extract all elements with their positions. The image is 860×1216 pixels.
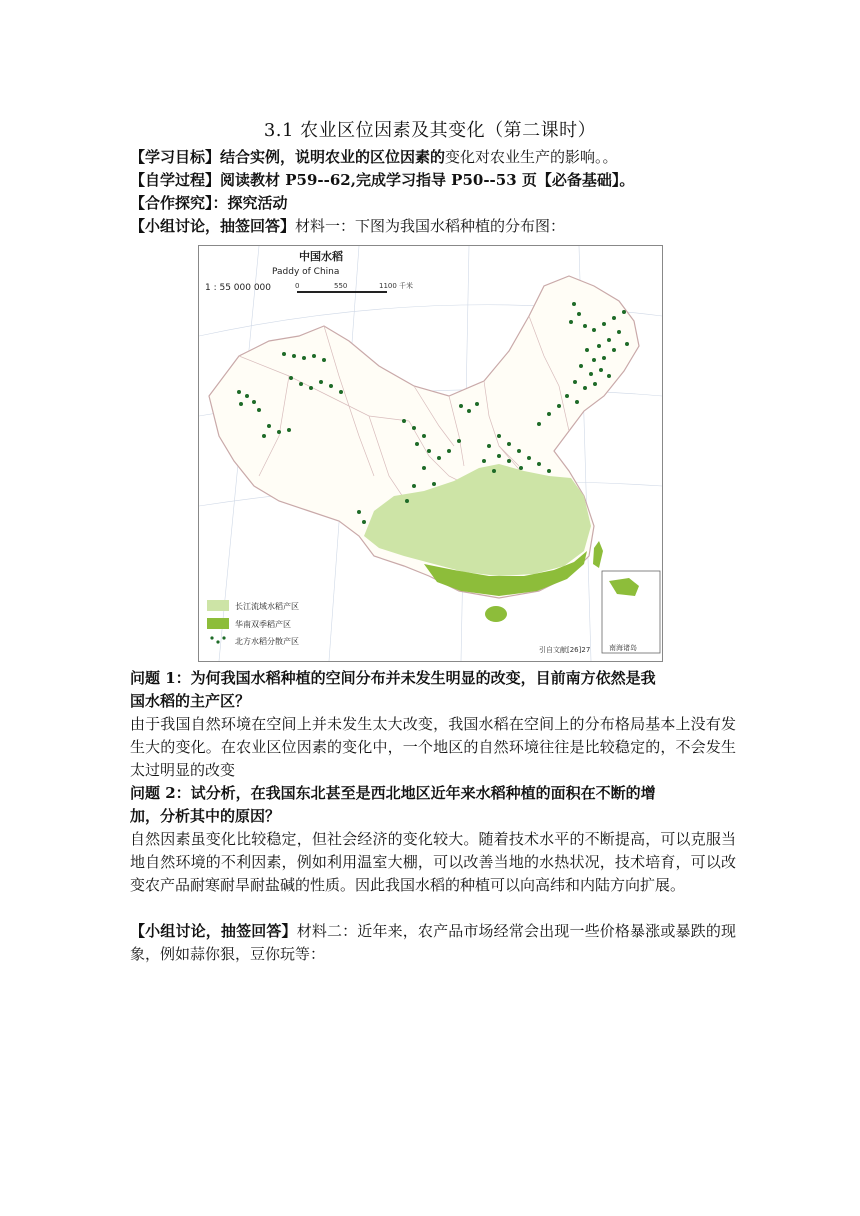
discussion1-text: 材料一：下图为我国水稻种植的分布图： <box>295 217 566 235</box>
self-study-tag: 【自学过程】 <box>130 171 221 189</box>
cooperative-text: 探究活动 <box>227 194 288 212</box>
map-svg <box>199 246 662 661</box>
scale-tick-2: 1100 千米 <box>379 282 414 290</box>
rice-distribution-map <box>198 245 663 662</box>
map-legend <box>207 600 299 646</box>
objective-tag: 【学习目标】 <box>130 148 221 166</box>
question-2-line1: 问题 2：试分析，在我国东北甚至是西北地区近年来水稻种植的面积在不断的增 <box>130 784 656 802</box>
scale-tick-0: 0 <box>295 282 300 290</box>
map-title: 中国水稻 <box>299 250 343 263</box>
question-2 <box>130 782 736 828</box>
legend-label-north: 北方水稻分散产区 <box>235 637 299 646</box>
group-discussion-2 <box>130 920 736 966</box>
question-2-line2: 加，分析其中的原因？ <box>130 807 281 825</box>
answer-2: 自然因素虽变化比较稳定，但社会经济的变化较大。随着技术水平的不断提高，可以克服当地自然环境的不利因素，例如利用温室大棚，可以改善当地的水热状况，技术培育，可以改变农产品耐寒耐旱耐盐碱的性质。因此我国水稻的种植可以向高纬和内陆方向扩展。 <box>130 830 736 894</box>
answer-1: 由于我国自然环境在空间上并未发生太大改变，我国水稻在空间上的分布格局基本上没有发生大的变化。在农业区位因素的变化中，一个地区的自然环境往往是比较稳定的，不会发生太过明显的改变 <box>130 715 736 779</box>
group-discussion-1 <box>130 215 740 238</box>
legend-swatch-yangtze <box>207 600 229 611</box>
map-subtitle: Paddy of China <box>272 267 340 277</box>
objective-text: 变化对农业生产的影响。。 <box>445 148 618 166</box>
discussion2-text: 材料二：近年来，农产品市场经常会出现一些价格暴涨或暴跌的现象，例如蒜你狠，豆你玩等： <box>130 922 736 963</box>
cooperative-inquiry <box>130 192 740 215</box>
legend-label-south: 华南双季稻产区 <box>235 620 291 629</box>
question-1-line2: 国水稻的主产区？ <box>130 692 251 710</box>
scale-tick-1: 550 <box>334 282 348 290</box>
legend-label-yangtze: 长江流域水稻产区 <box>235 602 299 611</box>
discussion1-tag: 【小组讨论，抽签回答】 <box>130 217 296 235</box>
legend-swatch-south <box>207 618 229 629</box>
map-scale: 1 : 55 000 000 <box>205 283 272 293</box>
inset-note: 南海诸岛 <box>609 644 637 652</box>
legend-swatch-north <box>210 636 225 643</box>
self-study-process <box>130 169 740 192</box>
taiwan-region <box>593 541 603 568</box>
discussion2-tag: 【小组讨论，抽签回答】 <box>130 922 297 940</box>
cooperative-tag: 【合作探究】： <box>130 194 228 212</box>
question-1-line1: 问题 1：为何我国水稻种植的空间分布并未发生明显的改变，目前南方依然是我 <box>130 669 656 687</box>
hainan-region <box>485 606 507 622</box>
question-1 <box>130 667 736 713</box>
page-title: 3.1 农业区位因素及其变化（第二课时） <box>263 120 597 141</box>
map-source-note: 引自文献[26]27 <box>539 646 591 654</box>
learning-objective <box>130 146 740 169</box>
objective-text-bold: 结合实例，说明农业的区位因素的 <box>220 148 446 166</box>
self-study-text: 阅读教材 P59--62,完成学习指导 P50--53 页【必备基础】。 <box>220 171 635 189</box>
